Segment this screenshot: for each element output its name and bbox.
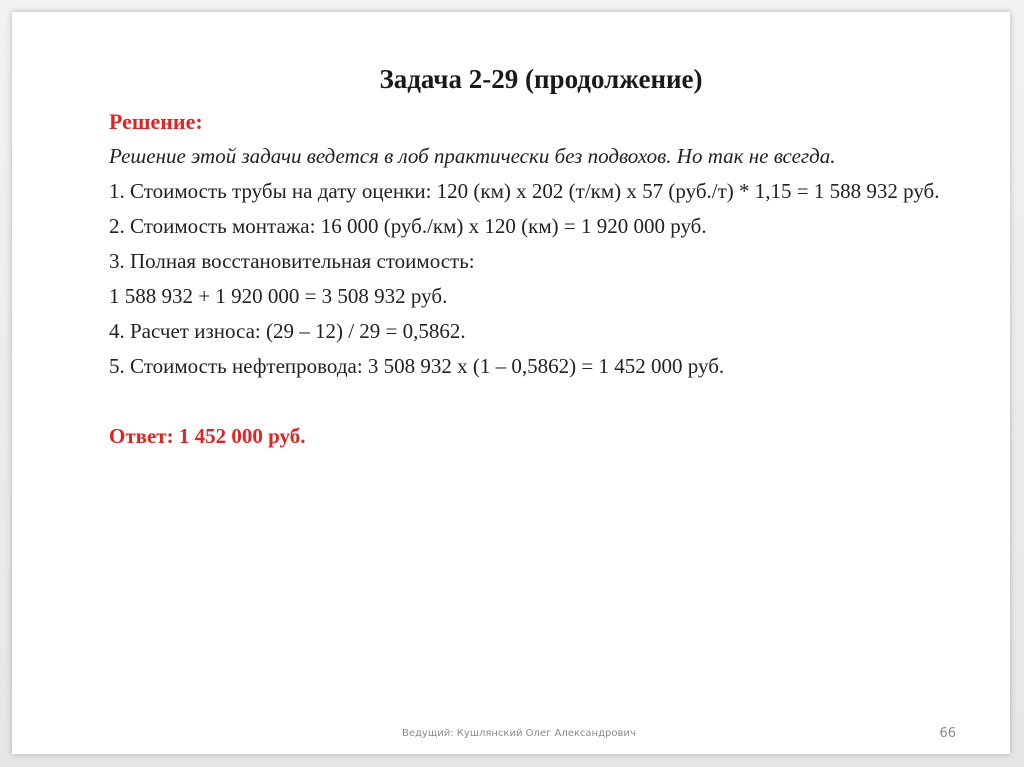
step-3-calc: 1 588 932 + 1 920 000 = 3 508 932 руб. [109,284,448,308]
answer-text: Ответ: 1 452 000 руб. [109,424,306,448]
step-1: 1. Стоимость трубы на дату оценки: 120 (км) х 202 (т/км) х 57 (руб./т) * 1,15 = 1 588 932 руб. [109,179,940,203]
step-3: 3. Полная восстановительная стоимость: [109,249,475,273]
intro-text: Решение этой задачи ведется в лоб практически без подвохов. Но так не всегда. [109,144,836,168]
step-2: 2. Стоимость монтажа: 16 000 (руб./км) х 120 (км) = 1 920 000 руб. [109,214,707,238]
step-5: 5. Стоимость нефтепровода: 3 508 932 х (1 – 0,5862) = 1 452 000 руб. [109,354,725,378]
slide-title: Задача 2-29 (продолжение) [379,64,703,94]
page-number: 66 [939,726,956,741]
slide [12,12,1010,754]
footer-presenter: Ведущий: Кушлянский Олег Александрович [402,728,636,739]
slide-content [109,104,969,454]
solution-heading: Решение: [109,109,203,134]
step-4: 4. Расчет износа: (29 – 12) / 29 = 0,5862. [109,319,466,343]
